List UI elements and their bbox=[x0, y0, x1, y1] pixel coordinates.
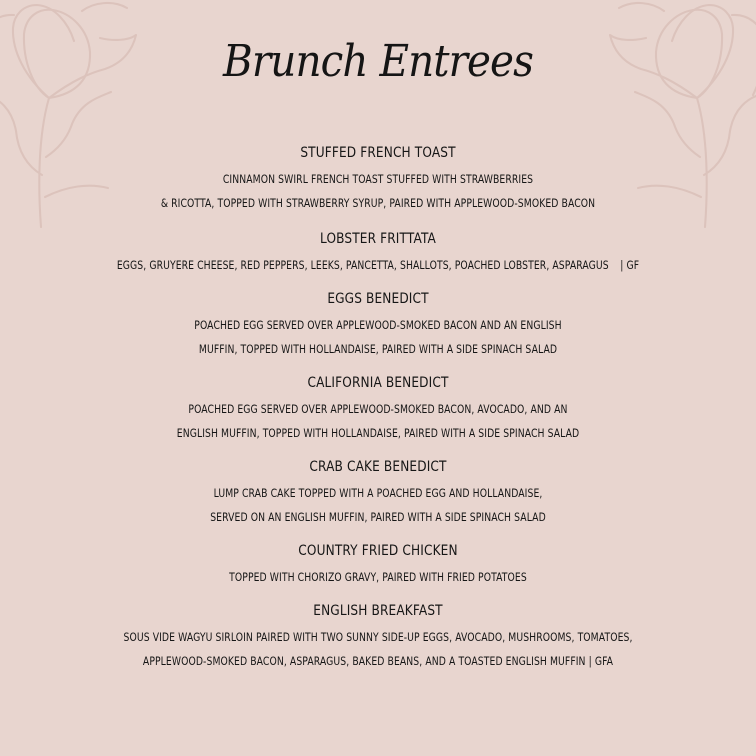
menu-item-description-line: POACHED EGG SERVED OVER APPLEWOOD-SMOKED BACON AND AN ENGLISH bbox=[194, 319, 562, 332]
menu-item-description bbox=[68, 566, 688, 590]
menu-item bbox=[0, 601, 756, 674]
menu-item-description bbox=[68, 626, 688, 674]
menu-item-description-line bbox=[68, 254, 688, 278]
menu-item bbox=[0, 229, 756, 278]
menu-item-description-text: EGGS, GRUYERE CHEESE, RED PEPPERS, LEEKS, PANCETTA, SHALLOTS, POACHED LOBSTER, ASPARAGUS bbox=[116, 259, 609, 272]
page-title-text: Brunch Entrees bbox=[223, 36, 533, 87]
menu-item bbox=[0, 457, 756, 530]
menu-item-name: LOBSTER FRITTATA bbox=[319, 231, 437, 247]
menu-item-description-line: APPLEWOOD-SMOKED BACON, ASPARAGUS, BAKED BEANS, AND A TOASTED ENGLISH MUFFIN | GFA bbox=[142, 655, 614, 668]
menu-item-description bbox=[68, 482, 688, 530]
menu-item-description bbox=[68, 254, 688, 278]
menu-item-description bbox=[68, 314, 688, 362]
menu-item bbox=[0, 541, 756, 590]
menu-item-description bbox=[68, 398, 688, 446]
menu-item-name: ENGLISH BREAKFAST bbox=[313, 603, 443, 619]
menu-item-name: EGGS BENEDICT bbox=[327, 291, 429, 307]
menu-item-description-line: MUFFIN, TOPPED WITH HOLLANDAISE, PAIRED WITH A SIDE SPINACH SALAD bbox=[198, 343, 558, 356]
menu-item-description-line: TOPPED WITH CHORIZO GRAVY, PAIRED WITH FRIED POTATOES bbox=[229, 571, 527, 584]
menu-item-description bbox=[68, 168, 688, 216]
menu-item-description-line: ENGLISH MUFFIN, TOPPED WITH HOLLANDAISE, PAIRED WITH A SIDE SPINACH SALAD bbox=[176, 427, 580, 440]
menu-item-description-line: SERVED ON AN ENGLISH MUFFIN, PAIRED WITH A SIDE SPINACH SALAD bbox=[210, 511, 546, 524]
menu-item-description-line: LUMP CRAB CAKE TOPPED WITH A POACHED EGG AND HOLLANDAISE, bbox=[213, 487, 543, 500]
menu-item-description-line: & RICOTTA, TOPPED WITH STRAWBERRY SYRUP, PAIRED WITH APPLEWOOD-SMOKED BACON bbox=[160, 197, 596, 210]
menu-item-description-line: SOUS VIDE WAGYU SIRLOIN PAIRED WITH TWO SUNNY SIDE-UP EGGS, AVOCADO, MUSHROOMS, TOMATOES, bbox=[123, 631, 633, 644]
menu-item-description-line: POACHED EGG SERVED OVER APPLEWOOD-SMOKED BACON, AVOCADO, AND AN bbox=[188, 403, 568, 416]
menu-item-name: CALIFORNIA BENEDICT bbox=[307, 375, 449, 391]
menu-item-name: COUNTRY FRIED CHICKEN bbox=[298, 543, 458, 559]
menu-item-name: CRAB CAKE BENEDICT bbox=[309, 459, 447, 475]
menu-item bbox=[0, 289, 756, 362]
menu-list bbox=[0, 143, 756, 674]
menu-item bbox=[0, 143, 756, 216]
menu-item bbox=[0, 373, 756, 446]
dietary-tag: | GF bbox=[620, 259, 640, 272]
menu-item-description-line: CINNAMON SWIRL FRENCH TOAST STUFFED WITH STRAWBERRIES bbox=[222, 173, 534, 186]
page-title bbox=[30, 36, 726, 87]
menu-item-name: STUFFED FRENCH TOAST bbox=[300, 145, 456, 161]
